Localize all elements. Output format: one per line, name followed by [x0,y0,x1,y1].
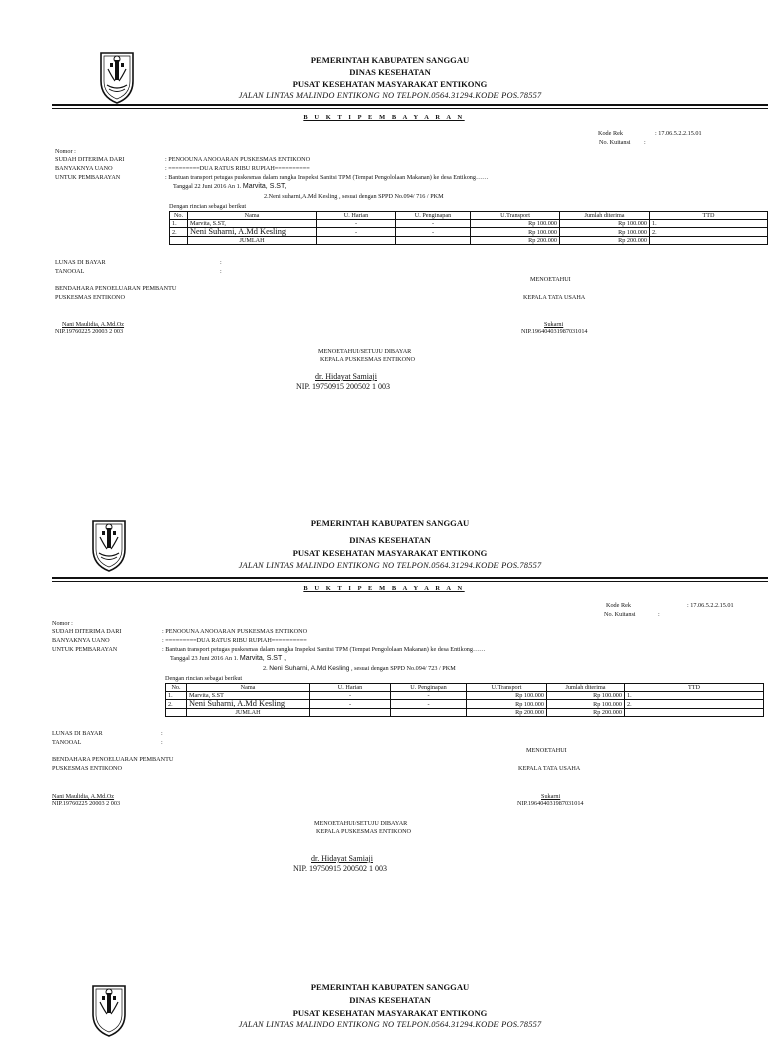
cell-no: 2. [166,700,187,709]
table-row [170,228,768,237]
cell-ttd: 2. [625,700,764,709]
cell-penginapan: - [391,700,467,709]
sanggau-emblem-icon [97,47,137,105]
rincian-label: Dengan rincian sebagai berikut [169,203,247,210]
header-divider [52,577,768,579]
header-line-2: DINAS KESEHATAN [349,535,431,545]
receipt-2 [0,468,768,928]
bendahara-nip: NIP.19760225 20003 2 003 [52,800,121,807]
cell-jumlah-label: JUMLAH [187,709,310,717]
cell-penginapan: - [391,692,467,700]
no-kuitansi-value: : [658,611,660,618]
tu-nip: NIP.196404031987031014 [517,800,584,807]
field-value-banyaknya: : =========DUA RATUS RIBU RUPIAH========== [162,637,307,644]
th-ttd: TTD [625,684,764,692]
setuju-line-2: KEPALA PUSKESMAS ENTIKONO [316,828,412,835]
cell-no: 2. [170,228,188,237]
payment-detail-table [169,211,768,245]
nomor-label: Nomor : [52,620,73,627]
field-label-untuk: UNTUK PEMBARAYAN [52,646,118,653]
th-transport: U.Transport [471,212,560,220]
person-1-name: Marvita, S.ST , [239,655,287,662]
cell-jumlah-label: JUMLAH [188,237,317,245]
person-2-prefix: 2. [264,193,269,200]
lunas-colon: : [161,730,163,737]
header-divider [52,104,768,106]
tanggal-line [170,655,286,662]
th-harian: U. Harian [317,212,396,220]
th-harian: U. Harian [310,684,391,692]
cell-penginapan: - [396,228,471,237]
field-value-untuk: : Bantuan transport petugas puskesmas dalam rangka Inspeksi Sanitsi TPM (Tempat Pengololaan Makanan) ke desa Entikong…… [165,174,489,181]
th-jumlah: Jumlah diterima [547,684,625,692]
cell-transport: Rp 100.000 [471,220,560,228]
bendahara-line-2: PUSKESMAS ENTIKONO [52,765,122,772]
sanggau-emblem-icon [89,515,129,573]
cell-ttd: 1. [625,692,764,700]
header-line-1: PEMERINTAH KABUPATEN SANGGAU [310,55,470,65]
header-line-2: DINAS KESEHATAN [349,995,431,1005]
cell-nama: Marvita, S.ST, [188,220,317,228]
table-header-row [166,684,764,692]
receipt-1 [0,0,768,460]
th-jumlah: Jumlah diterima [560,212,650,220]
cell-total-transport: Rp 200.000 [467,709,547,717]
cell-nama: Marvita, S.ST [187,692,310,700]
lunas-label: LUNAS DI BAYAR [55,259,106,266]
field-label-banyaknya: BANYAKNYA UANO [55,165,113,172]
cell-total-jumlah: Rp 200.000 [547,709,625,717]
tanggal-label: TANOOAL [52,739,82,746]
header-line-2: DINAS KESEHATAN [349,67,431,77]
sppd-text: , sesuai dengan SPPD No.094/ 716 / PKM [337,193,444,200]
kapus-signatory-name: dr. Hidayat Samiaji [315,372,377,381]
cell-jumlah: Rp 100.000 [560,228,650,237]
header-address: JALAN LINTAS MALINDO ENTIKONG NO TELPON.0564.31294.KODE POS.78557 [238,1020,542,1029]
cell-harian: - [310,700,391,709]
header-line-1: PEMERINTAH KABUPATEN SANGGAU [310,518,470,528]
kapus-nip: NIP. 19750915 200502 1 003 [296,382,391,391]
setuju-line-1: MENOETAHUI/SETUJU DIBAYAR [318,348,412,355]
tanggal-colon: : [220,268,222,275]
th-penginapan: U. Penginapan [396,212,471,220]
cell-penginapan: - [396,220,471,228]
cell-total-transport: Rp 200.000 [471,237,560,245]
header-address: JALAN LINTAS MALINDO ENTIKONG NO TELPON.0564.31294.KODE POS.78557 [238,561,542,570]
kapus-signatory-name: dr. Hidayat Samiaji [311,854,373,863]
table-total-row [166,709,764,717]
table-total-row [170,237,768,245]
sppd-text: , sesuai dengan SPPD No.094/ 723 / PKM [349,665,456,672]
cell-harian: - [317,220,396,228]
bendahara-line-2: PUSKESMAS ENTIKONO [55,294,125,301]
receipt-title: B U K T I P E M B A Y A R A N [303,585,465,592]
cell-ttd: 1. [650,220,768,228]
kode-rek-value: : 17.06.5.2.2.15.01 [687,602,734,609]
th-transport: U.Transport [467,684,547,692]
cell-jumlah: Rp 100.000 [547,692,625,700]
tu-nip: NIP.196404031987031014 [521,328,588,335]
tanggal-colon: : [161,739,163,746]
receipt-3 [0,960,768,1029]
person-2-name: Neni suharni,A.Md Kesling [268,193,338,200]
cell-jumlah: Rp 100.000 [560,220,650,228]
tu-signatory-name: Sukarni [544,321,564,328]
sanggau-emblem-icon [89,980,129,1038]
cell-transport: Rp 100.000 [471,228,560,237]
no-kuitansi-label: No. Kuitansi [599,139,631,146]
lunas-label: LUNAS DI BAYAR [52,730,103,737]
cell-no: 1. [166,692,187,700]
field-label-diterima: SUDAH DITERIMA DARI [52,628,122,635]
tanggal-label: TANOOAL [55,268,85,275]
kepala-tu-label: KEPALA TATA USAHA [523,294,586,301]
rincian-label: Dengan rincian sebagai berikut [165,675,243,682]
person-2-line [263,665,456,672]
cell-nama: Neni Suharni, A.Md Kesling [188,228,317,237]
cell-jumlah: Rp 100.000 [547,700,625,709]
bendahara-signatory-name: Nani Maulidia, A.Md.Oz [52,793,115,800]
header-divider-thin [52,581,768,582]
field-value-untuk: : Bantuan transport petugas puskesmas dalam rangka Inspeksi Sanitsi TPM (Tempat Pengololaan Makanan) ke desa Entikong…… [162,646,486,653]
nomor-label: Nomor : [55,148,76,155]
cell-no: 1. [170,220,188,228]
table-row [166,700,764,709]
table-header-row [170,212,768,220]
lunas-colon: : [220,259,222,266]
header-line-3: PUSAT KESEHATAN MASYARAKAT ENTIKONG [292,548,488,558]
no-kuitansi-value: : [644,139,646,146]
cell-transport: Rp 100.000 [467,692,547,700]
kode-rek-label: Kode Rek [606,602,631,609]
kepala-tu-label: KEPALA TATA USAHA [518,765,581,772]
field-value-diterima: : PENOOUNA ANOOARAN PUSKESMAS ENTIKONO [162,628,308,635]
cell-harian: - [310,692,391,700]
setuju-line-2: KEPALA PUSKESMAS ENTIKONO [320,356,416,363]
mengetahui-label: MENOETAHUI [526,747,567,754]
tanggal-line [173,183,286,190]
th-no: No. [166,684,187,692]
field-label-banyaknya: BANYAKNYA UANO [52,637,110,644]
bendahara-signatory-name: Nani Maulidia, A.Md.Oz [62,321,125,328]
person-1-name: Marvita, S.ST, [242,183,287,190]
cell-harian: - [317,228,396,237]
tu-signatory-name: Sukarni [541,793,561,800]
kode-rek-value: : 17.06.5.2.2.15.01 [655,130,702,137]
cell-total-jumlah: Rp 200.000 [560,237,650,245]
kode-rek-label: Kode Rek [598,130,623,137]
th-nama: Nama [188,212,317,220]
payment-detail-table [165,683,764,717]
tanggal-text: Tanggal 23 Juni 2016 An 1. [170,655,239,662]
bendahara-nip: NIP.19760225 20003 2 003 [55,328,124,335]
cell-ttd: 2. [650,228,768,237]
setuju-line-1: MENOETAHUI/SETUJU DIBAYAR [314,820,408,827]
person-2-name: Neni Suharni, A.Md Kesling [269,665,350,672]
tanggal-text: Tanggal 22 Juni 2016 An 1. [173,183,242,190]
field-label-untuk: UNTUK PEMBARAYAN [55,174,121,181]
th-penginapan: U. Penginapan [391,684,467,692]
cell-nama: Neni Suharni, A.Md Kesling [187,700,310,709]
field-value-diterima: : PENOOUNA ANOOARAN PUSKESMAS ENTIKONO [165,156,311,163]
person-2-prefix: 2. [263,665,268,672]
header-line-3: PUSAT KESEHATAN MASYARAKAT ENTIKONG [292,1008,488,1018]
cell-transport: Rp 100.000 [467,700,547,709]
header-address: JALAN LINTAS MALINDO ENTIKONG NO TELPON.0564.31294.KODE POS.78557 [238,91,542,100]
bendahara-line-1: BENDAHARA PENOELUARAN PEMBANTU [55,285,177,292]
header-divider-thin [52,108,768,109]
no-kuitansi-label: No. Kuitansi [604,611,636,618]
mengetahui-label: MENOETAHUI [530,276,571,283]
field-label-diterima: SUDAH DITERIMA DARI [55,156,125,163]
th-ttd: TTD [650,212,768,220]
header-line-1: PEMERINTAH KABUPATEN SANGGAU [310,982,470,992]
kapus-nip: NIP. 19750915 200502 1 003 [293,864,388,873]
receipt-title: B U K T I P E M B A Y A R A N [303,114,465,121]
th-nama: Nama [187,684,310,692]
person-2-line [264,193,444,200]
th-no: No. [170,212,188,220]
bendahara-line-1: BENDAHARA PENOELUARAN PEMBANTU [52,756,174,763]
field-value-banyaknya: : =========DUA RATUS RIBU RUPIAH========== [165,165,310,172]
header-line-3: PUSAT KESEHATAN MASYARAKAT ENTIKONG [292,79,488,89]
